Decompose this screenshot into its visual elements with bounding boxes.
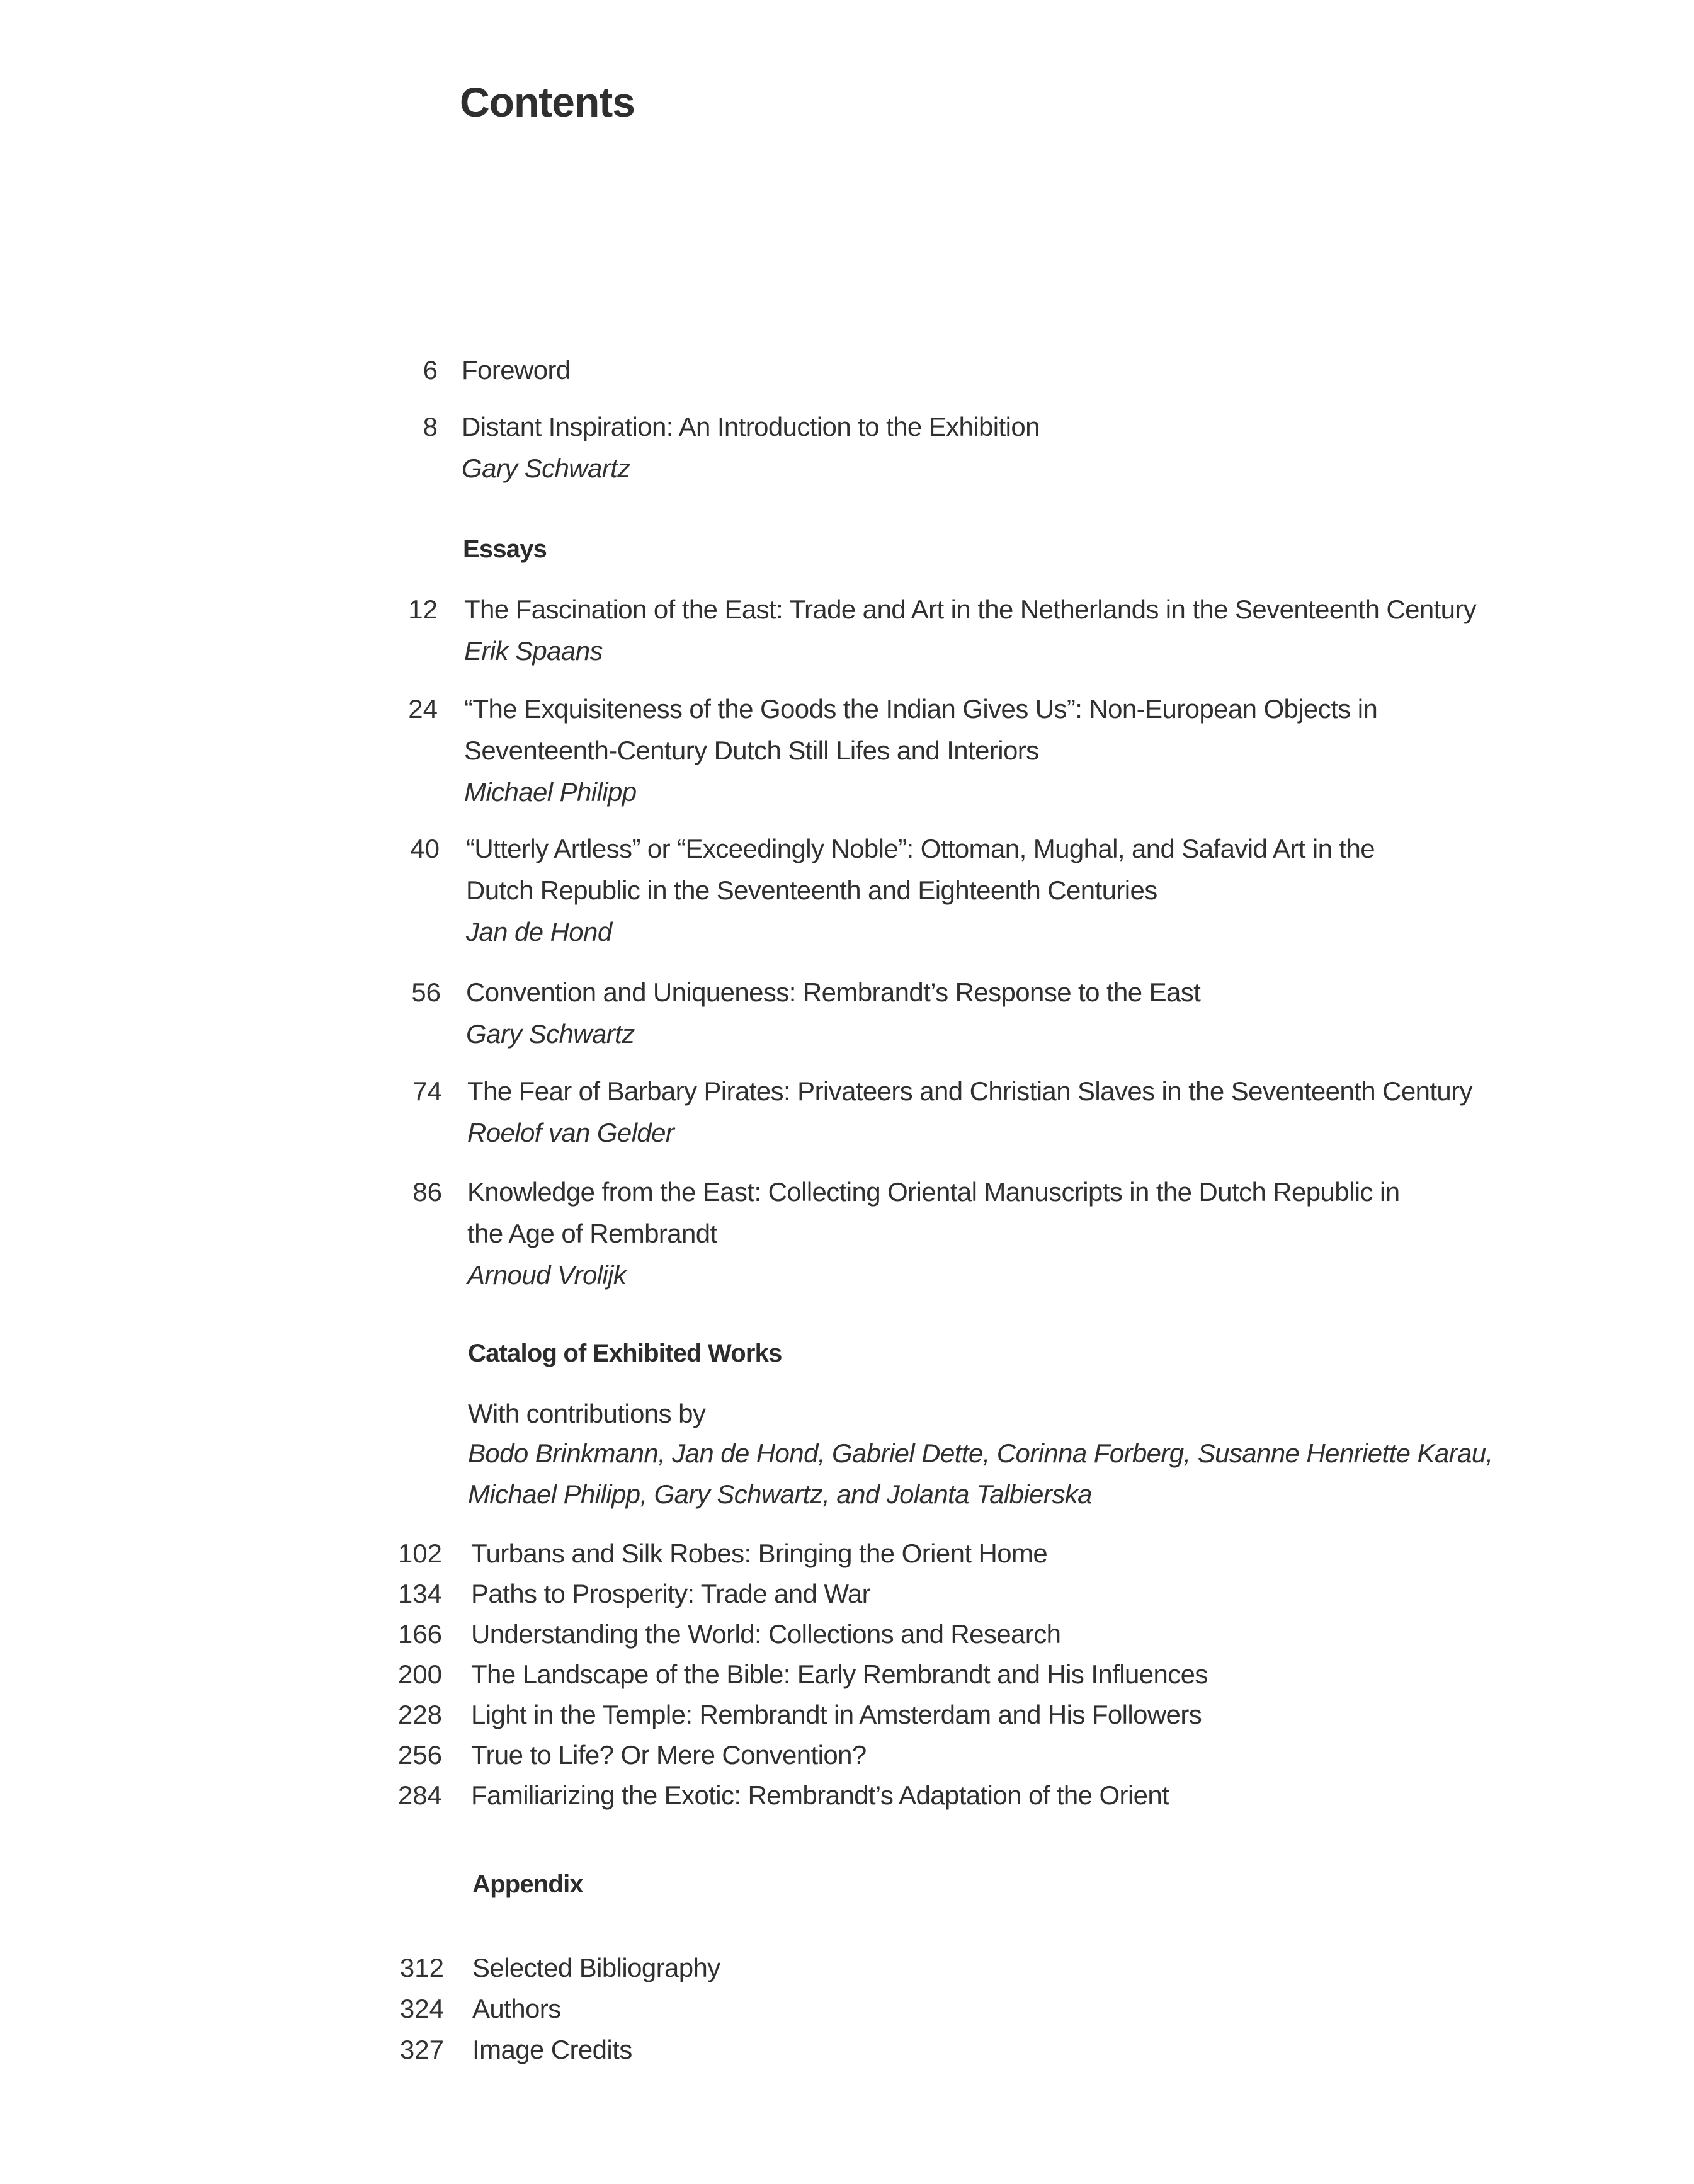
- page-number: 284: [397, 1780, 442, 1810]
- entry-author: Roelof van Gelder: [467, 1118, 674, 1147]
- page-number: 86: [412, 1177, 442, 1207]
- page-number: 327: [399, 2035, 444, 2064]
- contributions-label: With contributions by: [468, 1399, 706, 1428]
- page-number: 166: [397, 1619, 442, 1649]
- entry-author: Jan de Hond: [466, 917, 612, 947]
- entry-author: Gary Schwartz: [466, 1019, 635, 1049]
- page-number: 312: [399, 1953, 444, 1982]
- entry-author: Michael Philipp: [464, 777, 637, 807]
- entry-title: Authors: [472, 1994, 561, 2023]
- entry-title: True to Life? Or Mere Convention?: [471, 1740, 867, 1770]
- contributors-line: Michael Philipp, Gary Schwartz, and Jolanta Talbierska: [468, 1479, 1092, 1509]
- entry-title-line: “Utterly Artless” or “Exceedingly Noble”: Ottoman, Mughal, and Safavid Art in the: [466, 834, 1375, 863]
- entry-author: Gary Schwartz: [462, 453, 630, 483]
- entry-title: Familiarizing the Exotic: Rembrandt’s Adaptation of the Orient: [471, 1780, 1169, 1810]
- entry-author: Arnoud Vrolijk: [467, 1260, 627, 1290]
- page-number: 102: [397, 1538, 442, 1568]
- page-number: 56: [411, 977, 441, 1007]
- entry-title: The Fascination of the East: Trade and Art in the Netherlands in the Seventeenth Century: [464, 594, 1477, 624]
- entry-title: Convention and Uniqueness: Rembrandt’s Response to the East: [466, 977, 1201, 1007]
- page-number: 324: [399, 1994, 444, 2023]
- page-number: 256: [397, 1740, 442, 1770]
- entry-title-line: Seventeenth-Century Dutch Still Lifes and Interiors: [464, 736, 1039, 765]
- entry-title: Foreword: [462, 355, 571, 385]
- entry-title: Light in the Temple: Rembrandt in Amsterdam and His Followers: [471, 1700, 1202, 1729]
- page-number: 228: [397, 1700, 442, 1729]
- page-number: 134: [397, 1579, 442, 1608]
- entry-title: Understanding the World: Collections and Research: [471, 1619, 1061, 1649]
- contributors-line: Bodo Brinkmann, Jan de Hond, Gabriel Dette, Corinna Forberg, Susanne Henriette Karau,: [468, 1438, 1493, 1468]
- entry-title: Paths to Prosperity: Trade and War: [471, 1579, 871, 1608]
- page-number: 12: [408, 594, 438, 624]
- entry-title-line: Dutch Republic in the Seventeenth and Eighteenth Centuries: [466, 875, 1157, 905]
- page-number: 24: [408, 694, 438, 724]
- entry-title-line: Knowledge from the East: Collecting Oriental Manuscripts in the Dutch Republic in: [467, 1177, 1400, 1207]
- section-heading-catalog: Catalog of Exhibited Works: [468, 1339, 782, 1367]
- page-number: 200: [397, 1659, 442, 1689]
- page-title: Contents: [460, 79, 635, 126]
- entry-title-line: “The Exquisiteness of the Goods the Indian Gives Us”: Non-European Objects in: [464, 694, 1378, 724]
- entry-title-line: the Age of Rembrandt: [467, 1219, 717, 1248]
- entry-title: Selected Bibliography: [472, 1953, 720, 1982]
- entry-title: Distant Inspiration: An Introduction to the Exhibition: [462, 412, 1040, 441]
- entry-title: The Fear of Barbary Pirates: Privateers and Christian Slaves in the Seventeenth Century: [467, 1076, 1472, 1106]
- entry-author: Erik Spaans: [464, 636, 603, 666]
- page-number: 6: [423, 355, 438, 385]
- page-number: 74: [412, 1076, 442, 1106]
- page-number: 8: [423, 412, 438, 441]
- entry-title: Image Credits: [472, 2035, 632, 2064]
- entry-title: Turbans and Silk Robes: Bringing the Orient Home: [471, 1538, 1048, 1568]
- section-heading-appendix: Appendix: [472, 1870, 583, 1898]
- section-heading-essays: Essays: [463, 535, 547, 563]
- entry-title: The Landscape of the Bible: Early Rembrandt and His Influences: [471, 1659, 1208, 1689]
- page-number: 40: [410, 834, 440, 863]
